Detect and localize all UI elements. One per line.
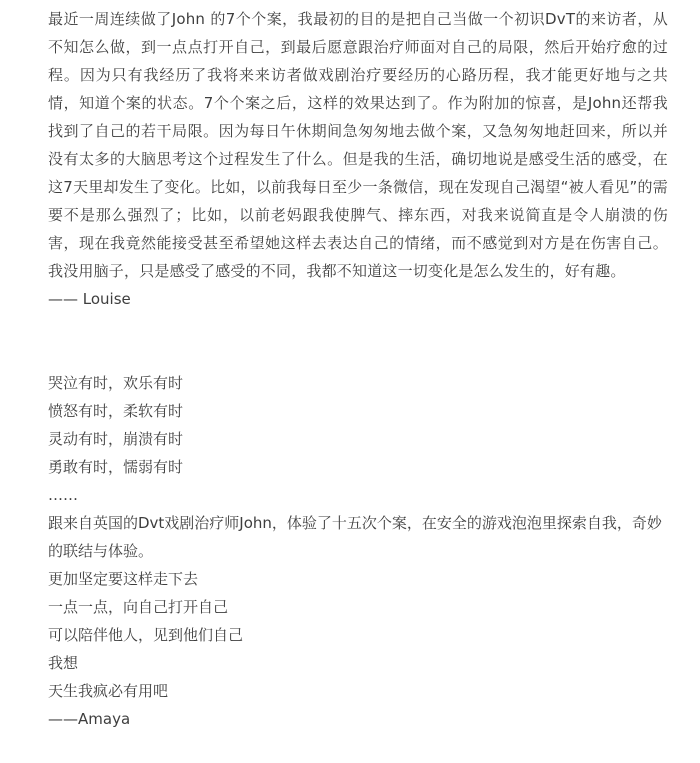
poem-line: 天生我疯必有用吧 (48, 682, 169, 700)
poem-line: 哭泣有时，欢乐有时 (48, 374, 184, 392)
poem-line: 我想 (48, 654, 79, 672)
section-spacer (48, 313, 668, 369)
testimonial-louise-signature: —— Louise (48, 290, 131, 308)
poem-line: 灵动有时，崩溃有时 (48, 430, 184, 448)
testimonial-amaya-text: 跟来自英国的Dvt戏剧治疗师John，体验了十五次个案，在安全的游戏泡泡里探索自我，奇妙的联结与体验。 (48, 514, 662, 560)
testimonial-louise-text: 最近一周连续做了John 的7个个案，我最初的目的是把自己当做一个初识DvT的来访者，从不知怎么做，到一点点打开自己，到最后愿意跟治疗师面对自己的局限，然后开始疗愈的过程。因为只有我经历了我将来来访者做戏剧治疗要经历的心路历程，我才能更好地与之共情，知道个案的状态。7个个案之后，这样的效果达到了。作为附加的惊喜，是John还帮我找到了自己的若干局限。因为每日午休期间急匆匆地去做个案，又急匆匆地赶回来，所以并没有太多的大脑思考这个过程发生了什么。但是我的生活，确切地说是感受生活的感受，在这7天里却发生了变化。比如，以前我每日至少一条微信，现在发现自己渴望“被人看见”的需要不是那么强烈了；比如，以前老妈跟我使脾气、摔东西，对我来说简直是令人崩溃的伤害，现在我竟然能接受甚至希望她这样去表达自己的情绪，而不感觉到对方是在伤害自己。我没用脑子，只是感受了感受的不同，我都不知道这一切变化是怎么发生的，好有趣。 (48, 10, 668, 280)
poem-line: 愤怒有时，柔软有时 (48, 402, 184, 420)
poem-line: 更加坚定要这样走下去 (48, 570, 199, 588)
poem-line: 可以陪伴他人，见到他们自己 (48, 626, 244, 644)
poem-line: 一点一点，向自己打开自己 (48, 598, 229, 616)
article-body (48, 5, 668, 733)
ellipsis-line: …… (48, 486, 78, 504)
poem-line: 勇敢有时，懦弱有时 (48, 458, 184, 476)
testimonial-amaya-signature: ——Amaya (48, 710, 131, 728)
